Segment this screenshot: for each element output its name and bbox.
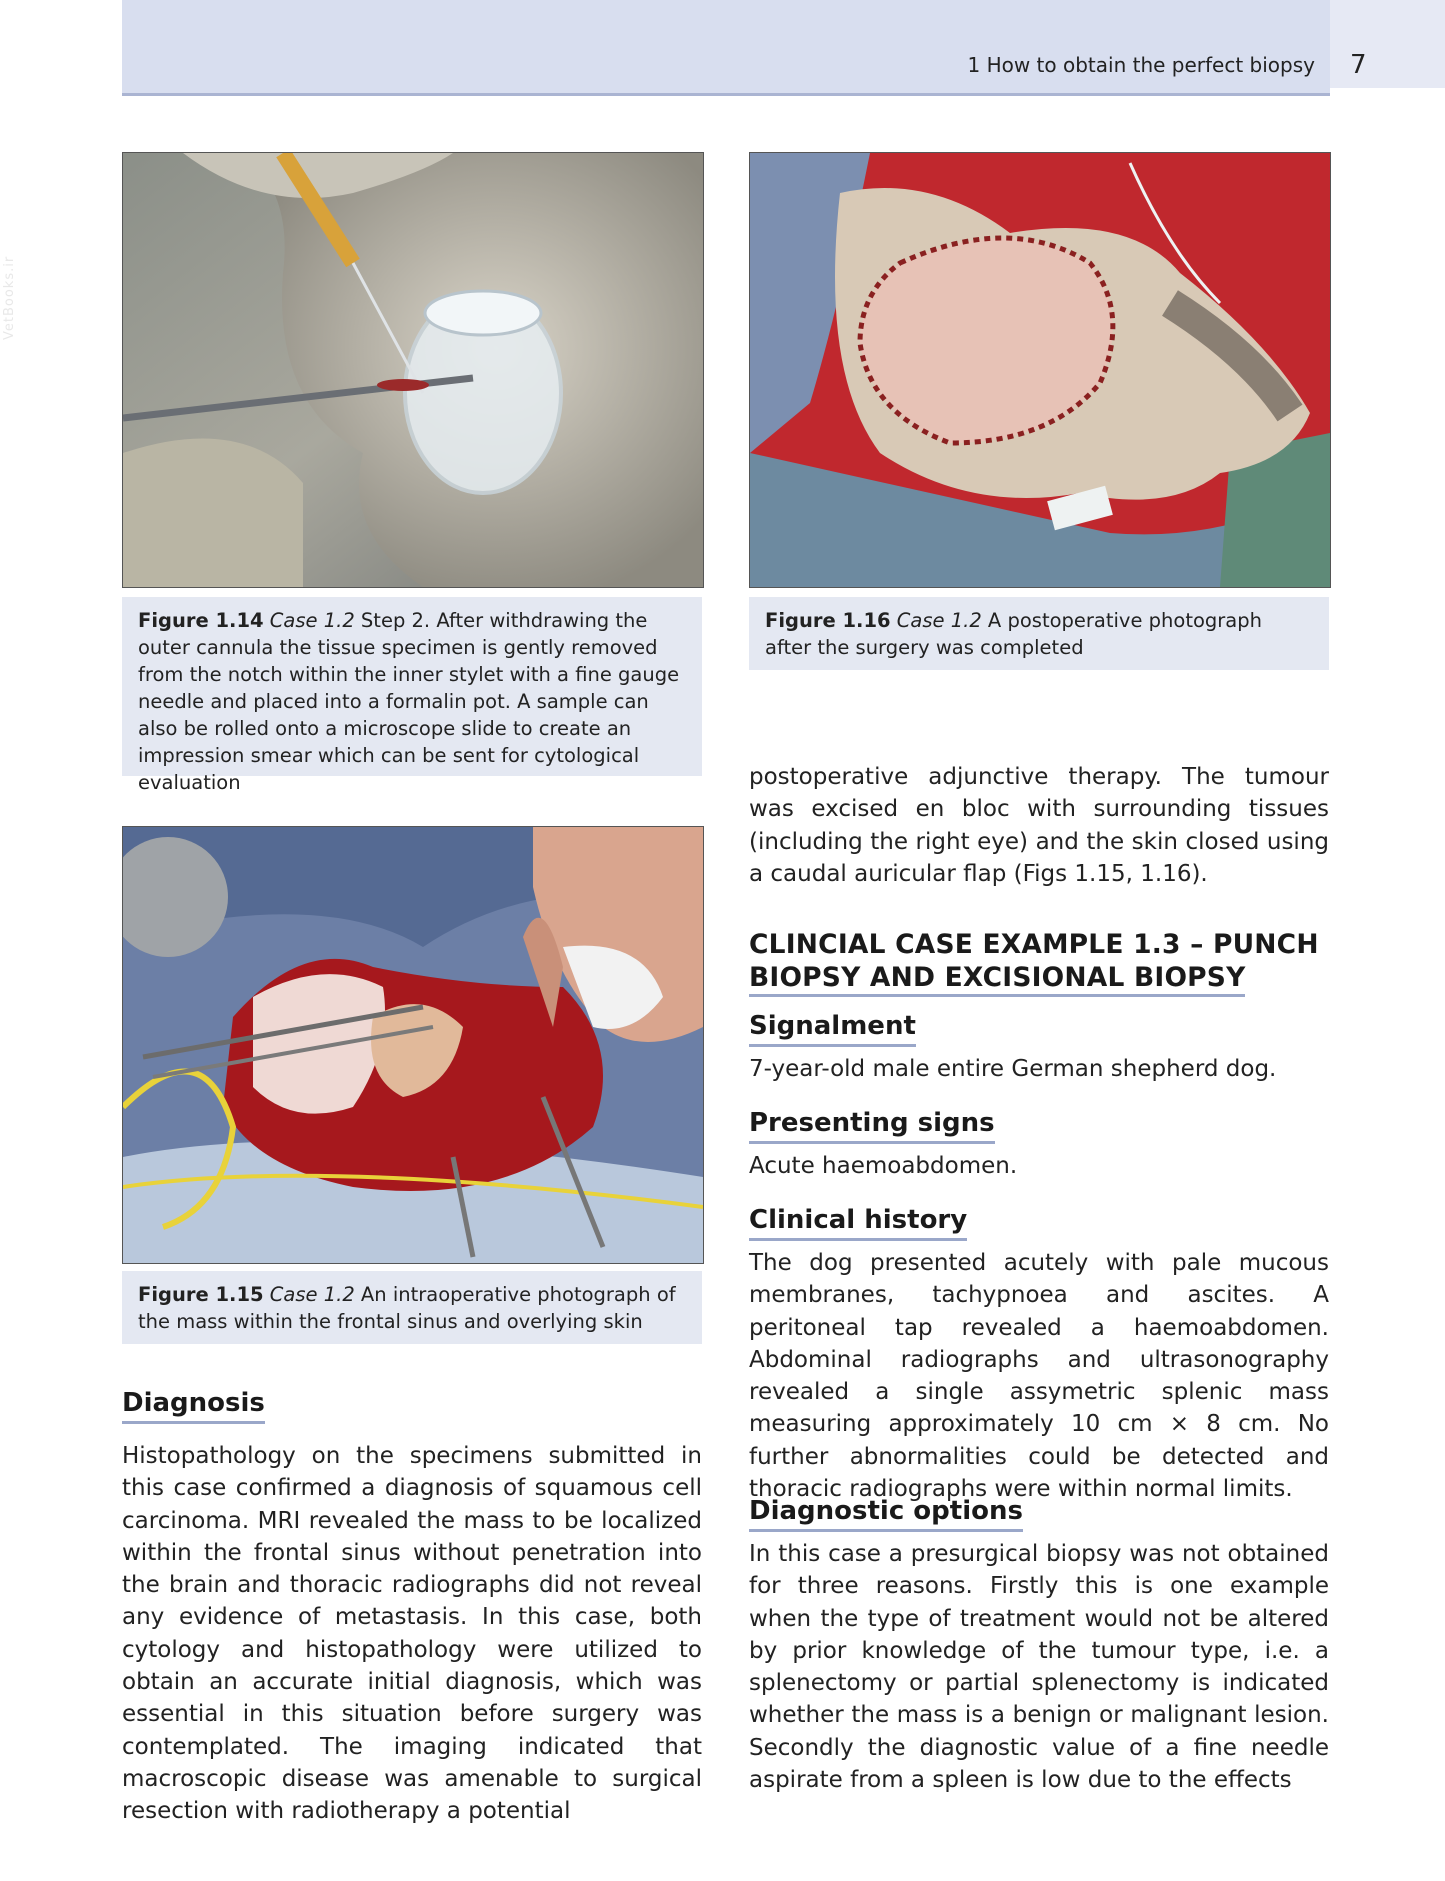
figure-1-16-photo	[749, 152, 1331, 588]
caption-text: Step 2. After withdrawing the outer cannula the tissue specimen is gently removed from the notch within the inner stylet with a fine gauge needle and placed into a formalin pot. A sample can also be rolled onto a microscope slide to create an impression smear which can be sent for cytological evaluation	[138, 609, 680, 794]
header-band	[122, 0, 1330, 96]
case-reference: Case 1.2	[269, 1283, 355, 1306]
signalment-text: 7-year-old male entire German shepherd dog.	[749, 1056, 1277, 1082]
diagnostic-options-heading: Diagnostic options	[749, 1495, 1023, 1532]
diagnosis-heading: Diagnosis	[122, 1387, 265, 1424]
presenting-signs-heading: Presenting signs	[749, 1107, 995, 1144]
figure-1-15-photo	[122, 826, 704, 1264]
page-number: 7	[1350, 50, 1367, 80]
figure-1-15-caption	[122, 1271, 702, 1344]
header-tab	[1330, 0, 1445, 88]
presenting-signs-text: Acute haemoabdomen.	[749, 1153, 1018, 1179]
clinical-case-heading-line1: CLINCIAL CASE EXAMPLE 1.3 – PUNCH	[749, 929, 1319, 960]
figure-1-14-caption	[122, 597, 702, 794]
continuation-paragraph: postoperative adjunctive therapy. The tumour was excised en bloc with surrounding tissues (including the right eye) and the skin closed using a caudal auricular flap (Figs 1.15, 1.16).	[749, 764, 1329, 887]
signalment-heading: Signalment	[749, 1010, 916, 1047]
figure-label: Figure 1.14	[138, 609, 264, 632]
caption-text: An intraoperative photograph of the mass within the frontal sinus and overlying skin	[138, 1283, 676, 1333]
figure-label: Figure 1.15	[138, 1283, 264, 1306]
diagnostic-options-text: In this case a presurgical biopsy was not obtained for three reasons. Firstly this is one example when the type of treatment would not be altered by prior knowledge of the tumour type, i.e. a splenectomy or partial splenectomy is indicated whether the mass is a benign or malignant lesion. Secondly the diagnostic value of a fine needle aspirate from a spleen is low due to the effects	[749, 1541, 1329, 1794]
clinical-case-heading	[749, 928, 1349, 994]
diagnosis-paragraph: Histopathology on the specimens submitted in this case confirmed a diagnosis of squamous cell carcinoma. MRI revealed the mass to be localized within the frontal sinus without penetration into the brain and thoracic radiographs did not reveal any evidence of metastasis. In this case, both cytology and histopathology were utilized to obtain an accurate initial diagnosis, which was essential in this situation before surgery was contemplated. The imaging indicated that macroscopic disease was amenable to surgical resection with radiotherapy a potential	[122, 1443, 702, 1825]
case-reference: Case 1.2	[896, 609, 982, 632]
running-head: 1 How to obtain the perfect biopsy	[967, 53, 1315, 77]
case-reference: Case 1.2	[269, 609, 355, 632]
clinical-history-heading: Clinical history	[749, 1204, 967, 1241]
caption-text: A postoperative photograph after the surgery was completed	[765, 609, 1262, 659]
figure-1-14-photo	[122, 152, 704, 588]
figure-1-16-caption	[749, 597, 1329, 670]
clinical-case-heading-line2: BIOPSY AND EXCISIONAL BIOPSY	[749, 962, 1245, 997]
figure-label: Figure 1.16	[765, 609, 891, 632]
watermark: VetBooks.ir	[2, 255, 17, 340]
clinical-history-text: The dog presented acutely with pale mucous membranes, tachypnoea and ascites. A peritoneal tap revealed a haemoabdomen. Abdominal radiographs and ultrasonography revealed a single assymetric splenic mass measuring approximately 10 cm × 8 cm. No further abnormalities could be detected and thoracic radiographs were within normal limits.	[749, 1250, 1329, 1503]
